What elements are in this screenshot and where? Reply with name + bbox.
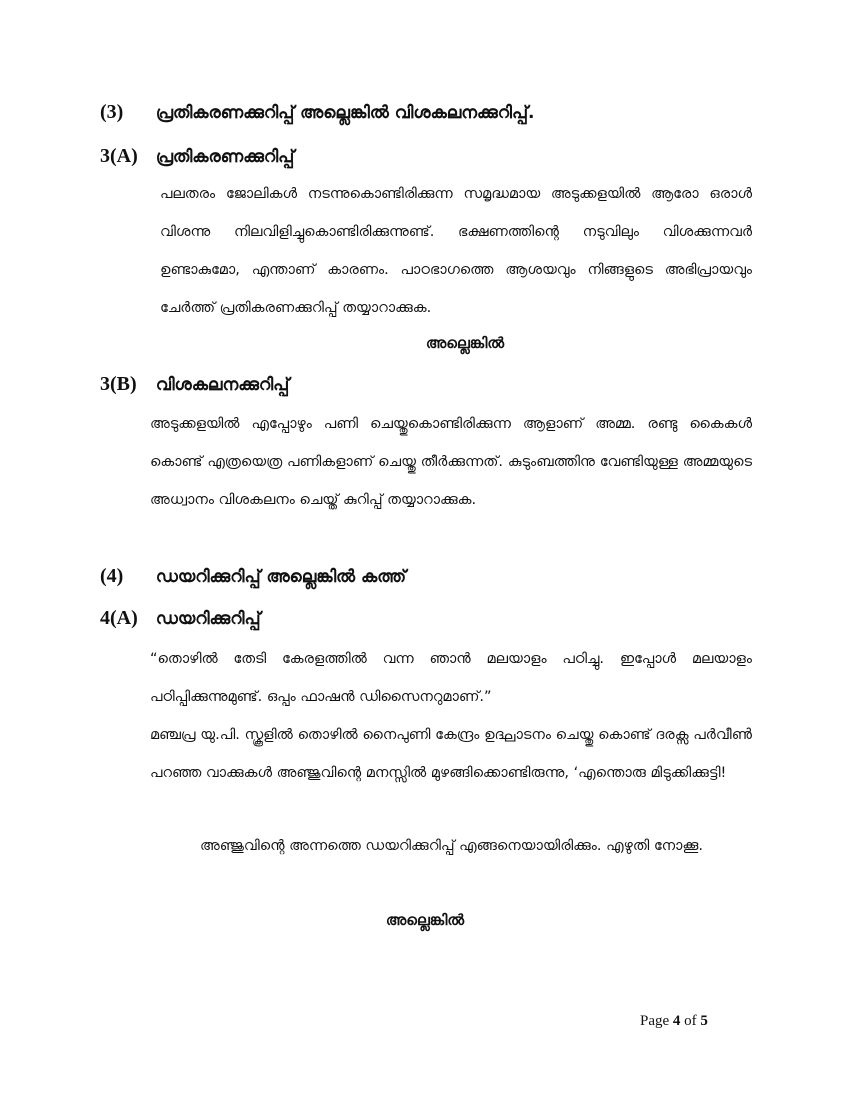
section-3b-number: 3(B) (100, 373, 137, 395)
footer-current-page: 4 (672, 1013, 681, 1029)
section-3a-paragraph (160, 175, 752, 327)
section-4a-quote: “തൊഴിൽ തേടി കേരളത്തിൽ വന്ന ഞാൻ മലയാളം പഠിച്ചു. ഇപ്പോൾ മലയാളം പഠിപ്പിക്കുന്നുമുണ്ട്. ഒപ്പം ഫാഷൻ ഡിസൈനറുമാണ്.” (150, 651, 752, 705)
or-separator-4: അല്ലെങ്കിൽ (385, 911, 465, 929)
section-3-title: പ്രതികരണക്കുറിപ്പ് അല്ലെങ്കിൽ വിശകലനക്കുറിപ്പ്. (155, 103, 535, 123)
section-4a-task: അഞ്ജുവിന്റെ അന്നത്തെ ഡയറിക്കുറിപ്പ് എങ്ങനെയായിരിക്കും. എഴുതി നോക്കൂ. (200, 838, 704, 854)
page-footer (640, 1013, 708, 1030)
section-4a-task-paragraph (200, 827, 752, 865)
section-3b-heading (100, 373, 289, 396)
section-3a-number: 3(A) (100, 145, 138, 167)
section-3b-title: വിശകലനക്കുറിപ്പ് (155, 375, 290, 395)
section-3a-heading (100, 145, 294, 168)
footer-total-pages: 5 (700, 1013, 708, 1029)
footer-page-word: Page (640, 1013, 670, 1029)
section-4-title: ഡയറിക്കുറിപ്പ് അല്ലെങ്കിൽ കത്ത് (155, 567, 407, 587)
section-4a-paragraph (150, 640, 752, 792)
section-4a-number: 4(A) (100, 607, 138, 629)
section-4a-heading (100, 607, 261, 630)
section-3a-title: പ്രതികരണക്കുറിപ്പ് (155, 147, 295, 167)
section-3a-text: പലതരം ജോലികൾ നടന്നുകൊണ്ടിരിക്കുന്ന സമൃദ്ധമായ അടുക്കളയിൽ ആരോ ഒരാൾ വിശന്നു നിലവിളിച്ചുകൊണ്ടിരിക്കുന്നുണ്ട്. ഭക്ഷണത്തിന്റെ നടുവിലും വിശക്കുന്നവർ ഉണ്ടാകുമോ, എന്താണ് കാരണം. പാഠഭാഗത്തെ ആശയവും നിങ്ങളുടെ അഭിപ്രായവും ചേർത്ത് പ്രതികരണക്കുറിപ്പ് തയ്യാറാക്കുക. (160, 186, 752, 316)
section-4a-context: മഞ്ചപ്ര യു.പി. സ്കൂളിൽ തൊഴിൽ നൈപുണി കേന്ദ്രം ഉദ്ഘാടനം ചെയ്തു കൊണ്ട് ദരക്സ പർവീൺ പറഞ്ഞ വാക്കുകൾ അഞ്ജുവിന്റെ മനസ്സിൽ മുഴങ്ങിക്കൊണ്ടിരുന്നു, ‘എന്തൊരു മിടുക്കിക്കുട്ടി! (150, 727, 752, 781)
section-4-heading (100, 565, 406, 588)
section-3b-text: അടുക്കളയിൽ എപ്പോഴും പണി ചെയ്തുകൊണ്ടിരിക്കുന്ന ആളാണ് അമ്മ. രണ്ടു കൈകൾ കൊണ്ട് എത്രയെത്ര പണികളാണ് ചെയ്തു തീർക്കുന്നത്. കുടുംബത്തിനു വേണ്ടിയുള്ള അമ്മയുടെ അധ്വാനം വിശകലനം ചെയ്ത് കുറിപ്പ് തയ്യാറാക്കുക. (150, 416, 752, 508)
footer-of-word: of (684, 1013, 697, 1029)
section-4a-title: ഡയറിക്കുറിപ്പ് (155, 609, 261, 629)
section-4-number: (4) (100, 565, 124, 587)
section-3-heading (100, 101, 535, 124)
section-3-number: (3) (100, 101, 124, 123)
or-separator-3: അല്ലെങ്കിൽ (425, 334, 505, 352)
section-3b-paragraph (150, 405, 752, 519)
